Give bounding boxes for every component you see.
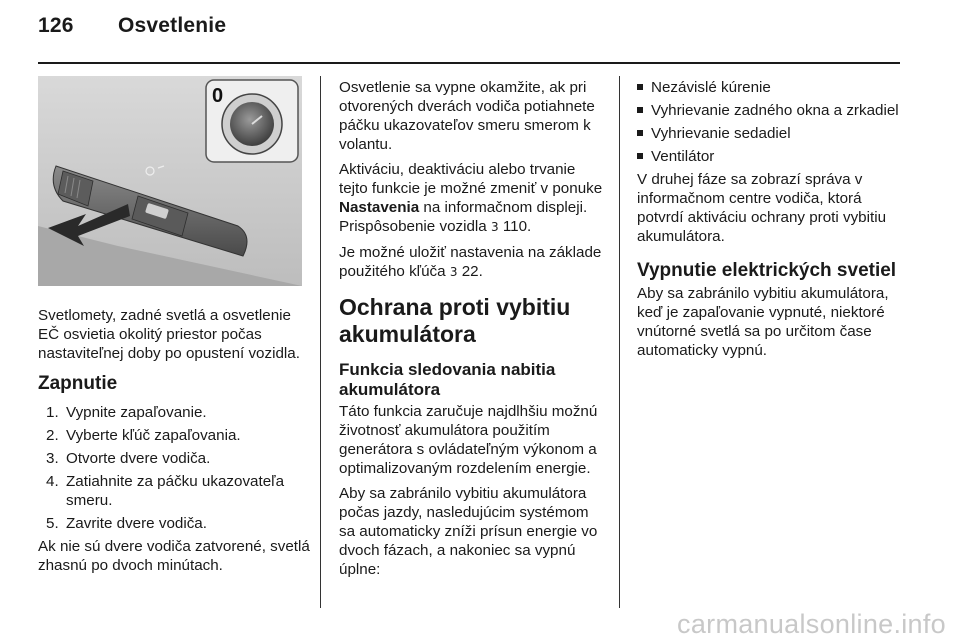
systems-list xyxy=(637,78,903,166)
subheading: Funkcia sledovania nabitia akumulátora xyxy=(339,360,556,399)
column-2 xyxy=(339,78,607,585)
list-item: Vyhrievanie zadného okna a zrkadiel xyxy=(637,101,903,120)
page-title: Osvetlenie xyxy=(118,14,227,37)
header-rule xyxy=(38,62,900,64)
turn-signal-lever-illustration xyxy=(38,76,302,286)
outro-paragraph: Ak nie sú dvere vodiča zatvorené, svetlá zhasnú po dvoch minútach. xyxy=(38,538,310,574)
paragraph: Aby sa zabránilo vybitiu akumulátora, keď je zapaľovanie vypnuté, niektoré vnútorné svetlá sa po určitom čase automaticky vypnú. xyxy=(637,285,889,359)
inset-label: 0 xyxy=(212,85,224,107)
section-heading-zapnutie: Zapnutie xyxy=(38,373,118,394)
paragraph-settings: Aktiváciu, deaktiváciu alebo trvanie tejto funkcie je možné zmeniť v ponuke Nastavenia na informačnom displeji. Prispôsobenie vozidla 3 110. xyxy=(339,161,603,235)
column-1 xyxy=(38,306,310,581)
column-divider-1 xyxy=(320,76,321,608)
paragraph-key: Je možné uložiť nastavenia na základe použitého kľúča 3 22. xyxy=(339,244,602,280)
page-ref-icon: 3 xyxy=(490,220,499,234)
section-heading-lights-off: Vypnutie elektrických svetiel xyxy=(637,260,897,281)
steps-list xyxy=(38,403,310,533)
page-number: 126 xyxy=(38,14,74,37)
intro-paragraph: Svetlomety, zadné svetlá a osvetlenie EČ osvietia okolitý priestor počas nastaviteľnej doby po opustení vozidla. xyxy=(38,307,300,362)
paragraph: Aby sa zabránilo vybitiu akumulátora počas jazdy, nasledujúcim systémom sa automaticky zníži prísun energie vo dvoch fázach, a nakoniec sa vypnú úplne: xyxy=(339,485,598,578)
list-item: 3. Otvorte dvere vodiča. xyxy=(46,450,211,467)
paragraph: Táto funkcia zaručuje najdlhšiu možnú životnosť akumulátora použitím generátora s ovládateľným výkonom a optimalizovaným rozdelením energie. xyxy=(339,403,598,477)
list-item: 4. Zatiahnite za páčku ukazovateľa smeru. xyxy=(46,473,285,509)
paragraph: Osvetlenie sa vypne okamžite, ak pri otvorených dverách vodiča potiahnete páčku ukazovateľov smeru smerom k volantu. xyxy=(339,79,595,153)
list-item: 1. Vypnite zapaľovanie. xyxy=(46,404,207,421)
page-ref-icon: 3 xyxy=(449,265,458,279)
settings-menu-name: Nastavenia xyxy=(339,199,420,216)
watermark: carmanualsonline.info xyxy=(677,609,946,639)
list-item: Ventilátor xyxy=(637,147,903,166)
paragraph: V druhej fáze sa zobrazí správa v informačnom centre vodiča, ktorá potvrdí aktiváciu ochrany proti vybitiu akumulátora. xyxy=(637,171,887,245)
list-item: Nezávislé kúrenie xyxy=(637,78,903,97)
list-item: 2. Vyberte kľúč zapaľovania. xyxy=(46,427,241,444)
section-title: Ochrana proti vybitiu akumulátora xyxy=(339,294,571,347)
list-item: Vyhrievanie sedadiel xyxy=(637,124,903,143)
column-divider-2 xyxy=(619,76,620,608)
column-3 xyxy=(637,78,903,366)
page-header xyxy=(38,14,226,38)
list-item: 5. Zavrite dvere vodiča. xyxy=(46,515,207,532)
lever-drawing xyxy=(38,76,302,286)
